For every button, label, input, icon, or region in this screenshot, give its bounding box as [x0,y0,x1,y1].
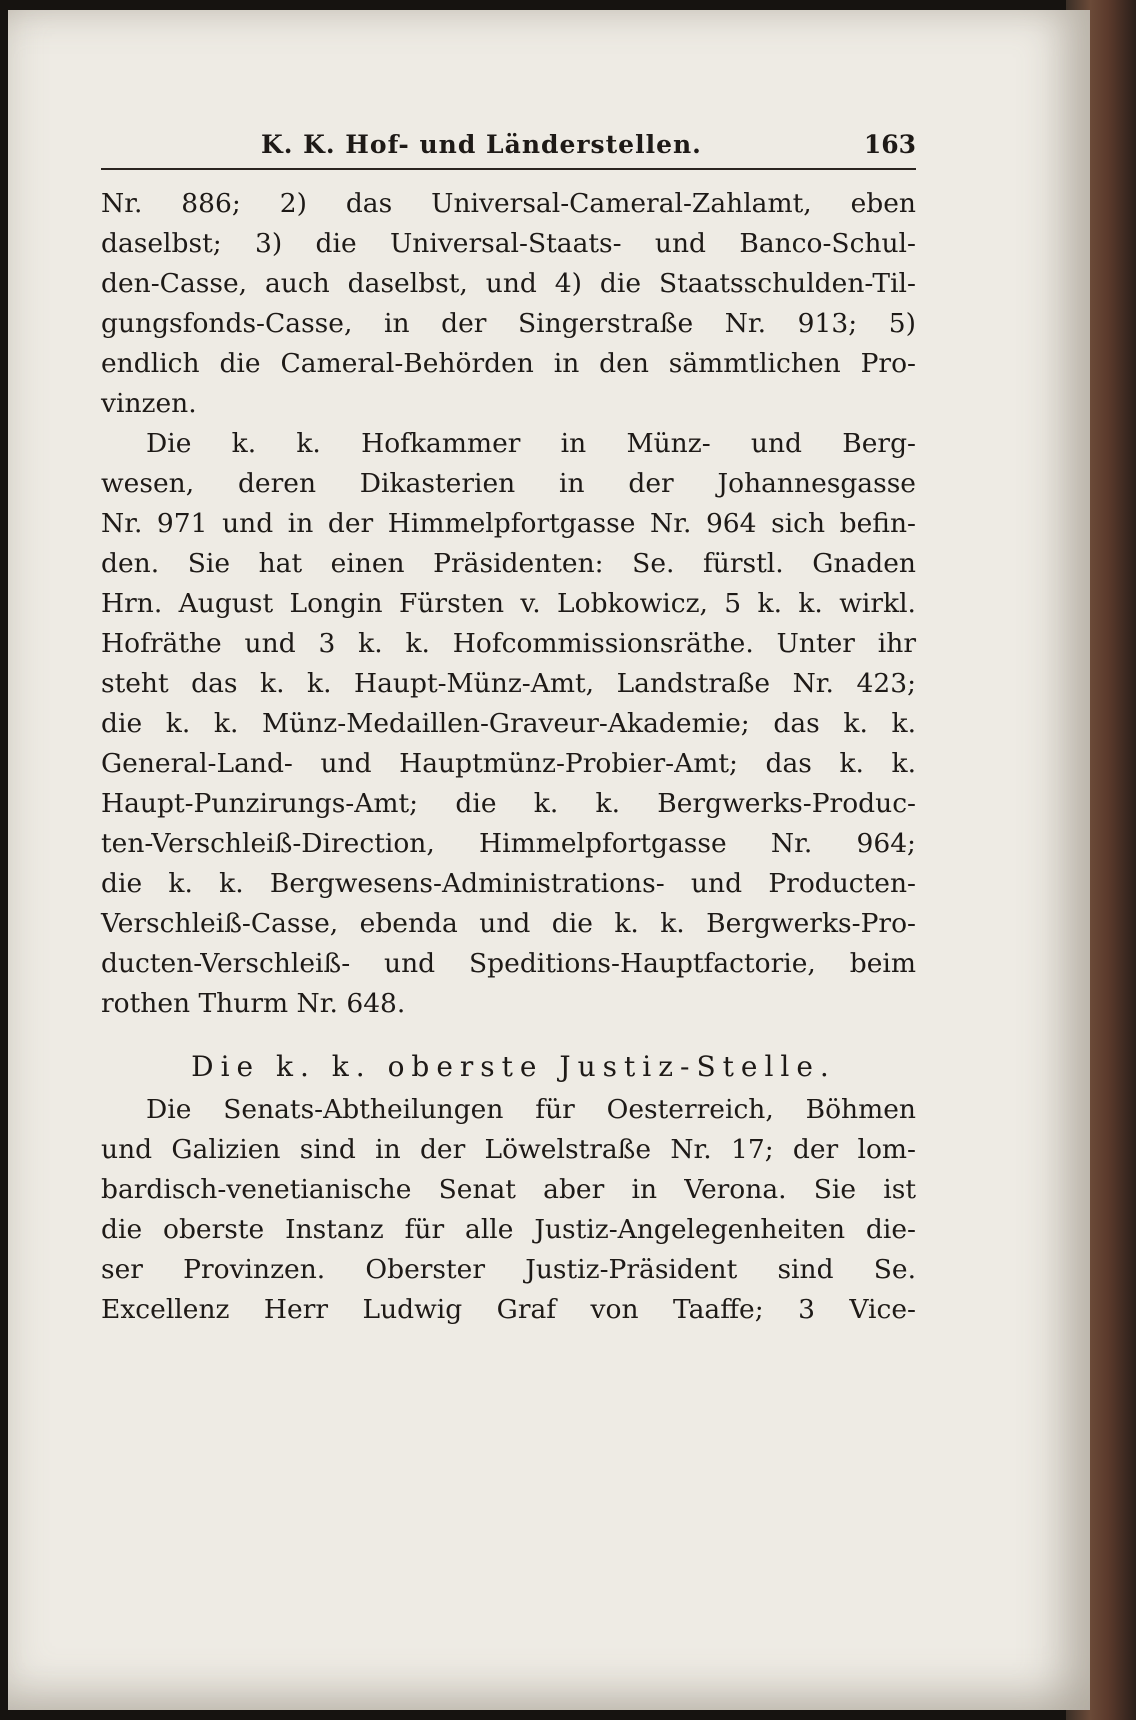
text-line: die k. k. Bergwesens-Administrations- und Producten- [101,868,916,899]
text-line: Hofräthe und 3 k. k. Hofcommissionsräthe. Unter ihr [101,628,916,659]
paragraph-3 [101,1090,916,1330]
text-line: Verschleiß-Casse, ebenda und die k. k. Bergwerks-Pro- [101,908,916,939]
text-line: steht das k. k. Haupt-Münz-Amt, Landstraße Nr. 423; [101,668,916,699]
text-line: vinzen. [101,388,197,419]
page-number: 163 [863,130,916,159]
paragraph-2 [101,424,916,1024]
text-line: endlich die Cameral-Behörden in den sämmtlichen Pro- [101,348,916,379]
text-line: wesen, deren Dikasterien in der Johannesgasse [101,468,916,499]
text-line: Excellenz Herr Ludwig Graf von Taaffe; 3 Vice- [101,1294,916,1325]
text-line: den-Casse, auch daselbst, und 4) die Staatsschulden-Til- [101,268,916,299]
section-heading: Die k. k. oberste Justiz-Stelle. [191,1050,836,1083]
text-line: rothen Thurm Nr. 648. [101,988,406,1019]
text-line: gungsfonds-Casse, in der Singerstraße Nr. 913; 5) [101,308,916,339]
text-line: daselbst; 3) die Universal-Staats- und Banco-Schul- [101,228,916,259]
text-line: Die k. k. Hofkammer in Münz- und Berg- [146,428,916,459]
text-line: die oberste Instanz für alle Justiz-Angelegenheiten die- [101,1214,916,1245]
running-header [101,128,916,170]
text-line: ducten-Verschleiß- und Speditions-Hauptfactorie, beim [101,948,916,979]
text-line: Nr. 971 und in der Himmelpfortgasse Nr. 964 sich befin- [101,508,916,539]
header-title: K. K. Hof- und Länderstellen. [261,130,702,159]
text-line: die k. k. Münz-Medaillen-Graveur-Akademie; das k. k. [101,708,916,739]
text-line: bardisch-venetianische Senat aber in Verona. Sie ist [101,1174,916,1205]
text-line: ser Provinzen. Oberster Justiz-Präsident sind Se. [101,1254,916,1285]
text-line: den. Sie hat einen Präsidenten: Se. fürstl. Gnaden [101,548,916,579]
text-line: Die Senats-Abtheilungen für Oesterreich, Böhmen [146,1094,916,1125]
book-page [8,10,1090,1710]
text-line: Haupt-Punzirungs-Amt; die k. k. Bergwerks-Produc- [101,788,916,819]
text-line: Nr. 886; 2) das Universal-Cameral-Zahlamt, eben [101,188,916,219]
page-content [101,128,916,1330]
text-line: General-Land- und Hauptmünz-Probier-Amt; das k. k. [101,748,916,779]
text-line: ten-Verschleiß-Direction, Himmelpfortgasse Nr. 964; [101,828,916,859]
text-line: und Galizien sind in der Löwelstraße Nr. 17; der lom- [101,1134,916,1165]
text-line: Hrn. August Longin Fürsten v. Lobkowicz, 5 k. k. wirkl. [101,588,916,619]
paragraph-1 [101,184,916,424]
